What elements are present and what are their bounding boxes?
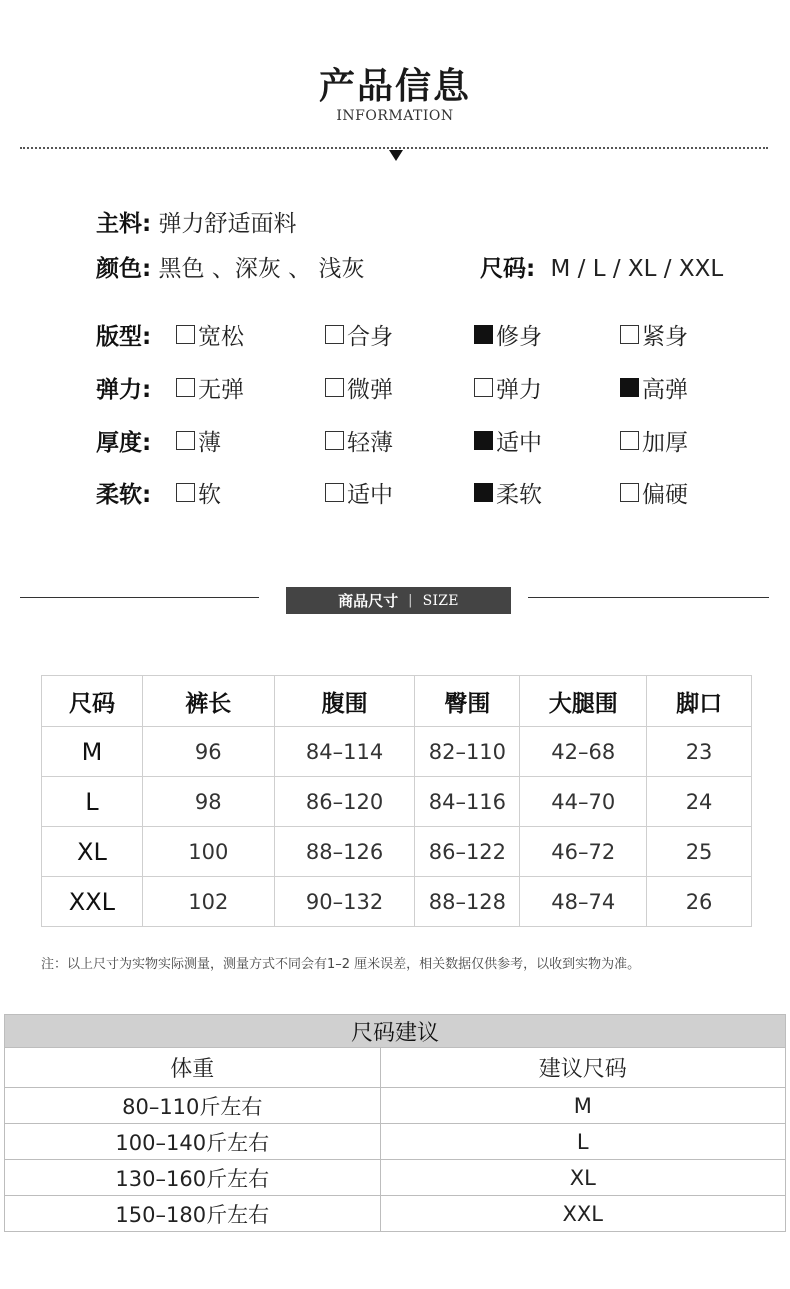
option-label: 薄	[198, 430, 221, 456]
option-label: 微弹	[347, 377, 393, 403]
table-cell: 90–132	[274, 877, 415, 927]
table-cell: 44–70	[520, 777, 647, 827]
checkbox	[620, 483, 639, 502]
recommendation-title: 尺码建议	[5, 1015, 786, 1048]
checkbox	[176, 431, 195, 450]
checkbox	[474, 378, 493, 397]
table-header-cell: 脚口	[647, 676, 752, 727]
table-cell: L	[42, 777, 143, 827]
option	[620, 318, 688, 351]
size-value: M / L / XL / XXL	[550, 256, 724, 282]
table-cell: 130–160斤左右	[5, 1160, 381, 1196]
table-cell: 23	[647, 727, 752, 777]
option	[474, 476, 542, 509]
color-value: 黑色 、深灰 、 浅灰	[158, 256, 365, 282]
softness-row	[96, 476, 776, 510]
attr-label: 版型:	[96, 324, 152, 350]
table-cell: 100	[142, 827, 274, 877]
table-cell: 84–114	[274, 727, 415, 777]
table-header-cell: 臀围	[415, 676, 520, 727]
dotted-divider	[20, 147, 768, 149]
table-row	[42, 777, 752, 827]
option	[474, 318, 542, 351]
option-label: 加厚	[642, 430, 688, 456]
size-line	[480, 250, 723, 283]
table-cell: 86–122	[415, 827, 520, 877]
table-row	[42, 827, 752, 877]
option	[325, 318, 393, 351]
recommendation-title-row	[5, 1015, 786, 1048]
table-cell: 150–180斤左右	[5, 1196, 381, 1232]
checkbox	[176, 483, 195, 502]
triangle-down-icon	[389, 150, 403, 161]
attr-label: 柔软:	[96, 482, 152, 508]
option	[474, 371, 542, 404]
checkbox	[176, 325, 195, 344]
option	[176, 476, 221, 509]
material-value: 弹力舒适面料	[158, 211, 297, 237]
table-row	[5, 1088, 786, 1124]
table-cell: XXL	[380, 1196, 785, 1232]
divider-right	[528, 597, 769, 598]
option-label: 紧身	[642, 324, 688, 350]
material-line	[96, 205, 297, 238]
checkbox	[325, 483, 344, 502]
option-label: 适中	[496, 430, 542, 456]
elasticity-row	[96, 371, 776, 405]
option-label: 软	[198, 482, 221, 508]
option	[325, 476, 393, 509]
option	[176, 371, 244, 404]
table-cell: 98	[142, 777, 274, 827]
table-cell: XXL	[42, 877, 143, 927]
table-cell: 88–128	[415, 877, 520, 927]
checkbox	[325, 378, 344, 397]
option-label: 高弹	[642, 377, 688, 403]
table-cell: 26	[647, 877, 752, 927]
material-label: 主料:	[96, 211, 152, 237]
table-header-cell: 体重	[5, 1048, 381, 1088]
option	[325, 424, 393, 457]
checkbox	[325, 325, 344, 344]
option	[620, 371, 688, 404]
option	[620, 424, 688, 457]
checkbox-checked	[620, 378, 639, 397]
option	[176, 318, 244, 351]
size-banner	[286, 587, 511, 614]
checkbox-checked	[474, 431, 493, 450]
size-banner-cn: 商品尺寸	[338, 592, 399, 610]
table-row	[5, 1160, 786, 1196]
table-cell: M	[42, 727, 143, 777]
table-row	[42, 727, 752, 777]
checkbox-checked	[474, 483, 493, 502]
checkbox-checked	[474, 325, 493, 344]
option	[176, 424, 221, 457]
color-line	[96, 250, 364, 283]
checkbox	[620, 431, 639, 450]
size-recommendation-table	[4, 1014, 786, 1232]
option	[620, 476, 688, 509]
table-cell: 46–72	[520, 827, 647, 877]
table-cell: 48–74	[520, 877, 647, 927]
size-table	[41, 675, 752, 927]
attr-label: 弹力:	[96, 377, 152, 403]
table-header-cell: 尺码	[42, 676, 143, 727]
option-label: 偏硬	[642, 482, 688, 508]
option	[325, 371, 393, 404]
option-label: 弹力	[496, 377, 542, 403]
table-cell: 84–116	[415, 777, 520, 827]
measurement-note: 注：以上尺寸为实物实际测量，测量方式不同会有1–2 厘米误差，相关数据仅供参考，以收到实物为准。	[41, 957, 641, 972]
attr-label: 厚度:	[96, 430, 152, 456]
table-header-row	[5, 1048, 786, 1088]
table-cell: 88–126	[274, 827, 415, 877]
page-title: 产品信息	[318, 66, 471, 107]
table-header-cell: 腹围	[274, 676, 415, 727]
table-header-row	[42, 676, 752, 727]
table-row	[5, 1124, 786, 1160]
size-label: 尺码:	[480, 256, 536, 282]
table-cell: 25	[647, 827, 752, 877]
table-header-cell: 裤长	[142, 676, 274, 727]
checkbox	[620, 325, 639, 344]
page-subtitle: INFORMATION	[336, 108, 454, 124]
color-label: 颜色:	[96, 256, 152, 282]
table-cell: 86–120	[274, 777, 415, 827]
table-cell: 82–110	[415, 727, 520, 777]
size-banner-separator: |	[408, 593, 413, 608]
table-cell: M	[380, 1088, 785, 1124]
fit-row	[96, 318, 776, 352]
table-header-cell: 大腿围	[520, 676, 647, 727]
option-label: 修身	[496, 324, 542, 350]
checkbox	[325, 431, 344, 450]
table-cell: XL	[42, 827, 143, 877]
table-cell: 102	[142, 877, 274, 927]
table-row	[42, 877, 752, 927]
option-label: 适中	[347, 482, 393, 508]
divider-left	[20, 597, 259, 598]
option-label: 宽松	[198, 324, 244, 350]
table-header-cell: 建议尺码	[380, 1048, 785, 1088]
option	[474, 424, 542, 457]
table-row	[5, 1196, 786, 1232]
checkbox	[176, 378, 195, 397]
table-cell: 80–110斤左右	[5, 1088, 381, 1124]
table-cell: 100–140斤左右	[5, 1124, 381, 1160]
table-cell: 96	[142, 727, 274, 777]
table-cell: 24	[647, 777, 752, 827]
option-label: 无弹	[198, 377, 244, 403]
thickness-row	[96, 424, 776, 458]
option-label: 轻薄	[347, 430, 393, 456]
table-cell: XL	[380, 1160, 785, 1196]
table-cell: L	[380, 1124, 785, 1160]
option-label: 合身	[347, 324, 393, 350]
table-cell: 42–68	[520, 727, 647, 777]
option-label: 柔软	[496, 482, 542, 508]
size-banner-en: SIZE	[422, 592, 459, 609]
